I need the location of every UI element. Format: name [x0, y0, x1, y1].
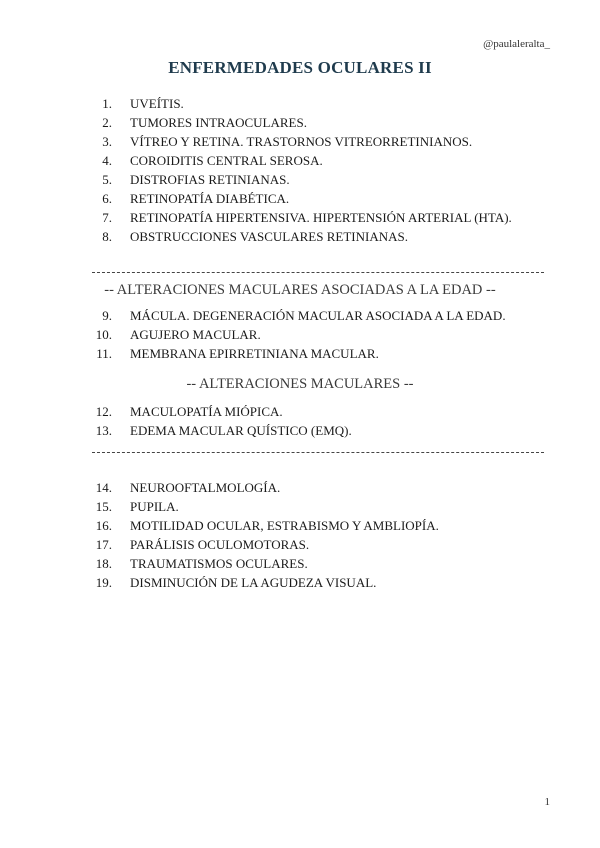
list-item: 5. DISTROFIAS RETINIANAS.: [102, 172, 290, 187]
author-handle: @paulaleralta_: [483, 38, 550, 50]
list-item: 15. PUPILA.: [95, 499, 179, 514]
page-title: ENFERMEDADES OCULARES II: [168, 58, 432, 77]
dashed-divider: [92, 272, 544, 273]
list-item: 9. MÁCULA. DEGENERACIÓN MACULAR ASOCIADA A LA EDAD.: [102, 308, 506, 323]
list-item: 4. COROIDITIS CENTRAL SEROSA.: [102, 153, 323, 168]
list-item: 16. MOTILIDAD OCULAR, ESTRABISMO Y AMBLIOPÍA.: [95, 518, 439, 533]
list-item: 18. TRAUMATISMOS OCULARES.: [95, 556, 308, 571]
list-item: 8. OBSTRUCCIONES VASCULARES RETINIANAS.: [102, 229, 408, 244]
list-item: 3. VÍTREO Y RETINA. TRASTORNOS VITREORRETINIANOS.: [102, 134, 473, 149]
list-item: 11. MEMBRANA EPIRRETINIANA MACULAR.: [96, 346, 379, 361]
list-item: 7. RETINOPATÍA HIPERTENSIVA. HIPERTENSIÓN ARTERIAL (HTA).: [102, 210, 512, 225]
list-item: 6. RETINOPATÍA DIABÉTICA.: [102, 191, 290, 206]
page-number: 1: [544, 796, 550, 808]
list-item: 17. PARÁLISIS OCULOMOTORAS.: [95, 537, 310, 552]
list-item: 12. MACULOPATÍA MIÓPICA.: [95, 404, 283, 419]
list-item: 1. UVEÍTIS.: [102, 96, 184, 111]
list-group-2: [90, 306, 560, 363]
dashed-divider: [92, 452, 544, 453]
list-item: 2. TUMORES INTRAOCULARES.: [102, 115, 307, 130]
section-subheading-age-related: -- ALTERACIONES MACULARES ASOCIADAS A LA EDAD --: [104, 282, 496, 298]
list-group-4: [90, 478, 560, 592]
list-item: 10. AGUJERO MACULAR.: [95, 327, 261, 342]
list-item: 14. NEUROOFTALMOLOGÍA.: [95, 480, 281, 495]
list-item: 19. DISMINUCIÓN DE LA AGUDEZA VISUAL.: [95, 575, 377, 590]
list-item: 13. EDEMA MACULAR QUÍSTICO (EMQ).: [95, 423, 352, 438]
section-subheading-macular: -- ALTERACIONES MACULARES --: [186, 376, 414, 392]
list-group-1: [90, 94, 560, 246]
list-group-3: [90, 402, 560, 440]
